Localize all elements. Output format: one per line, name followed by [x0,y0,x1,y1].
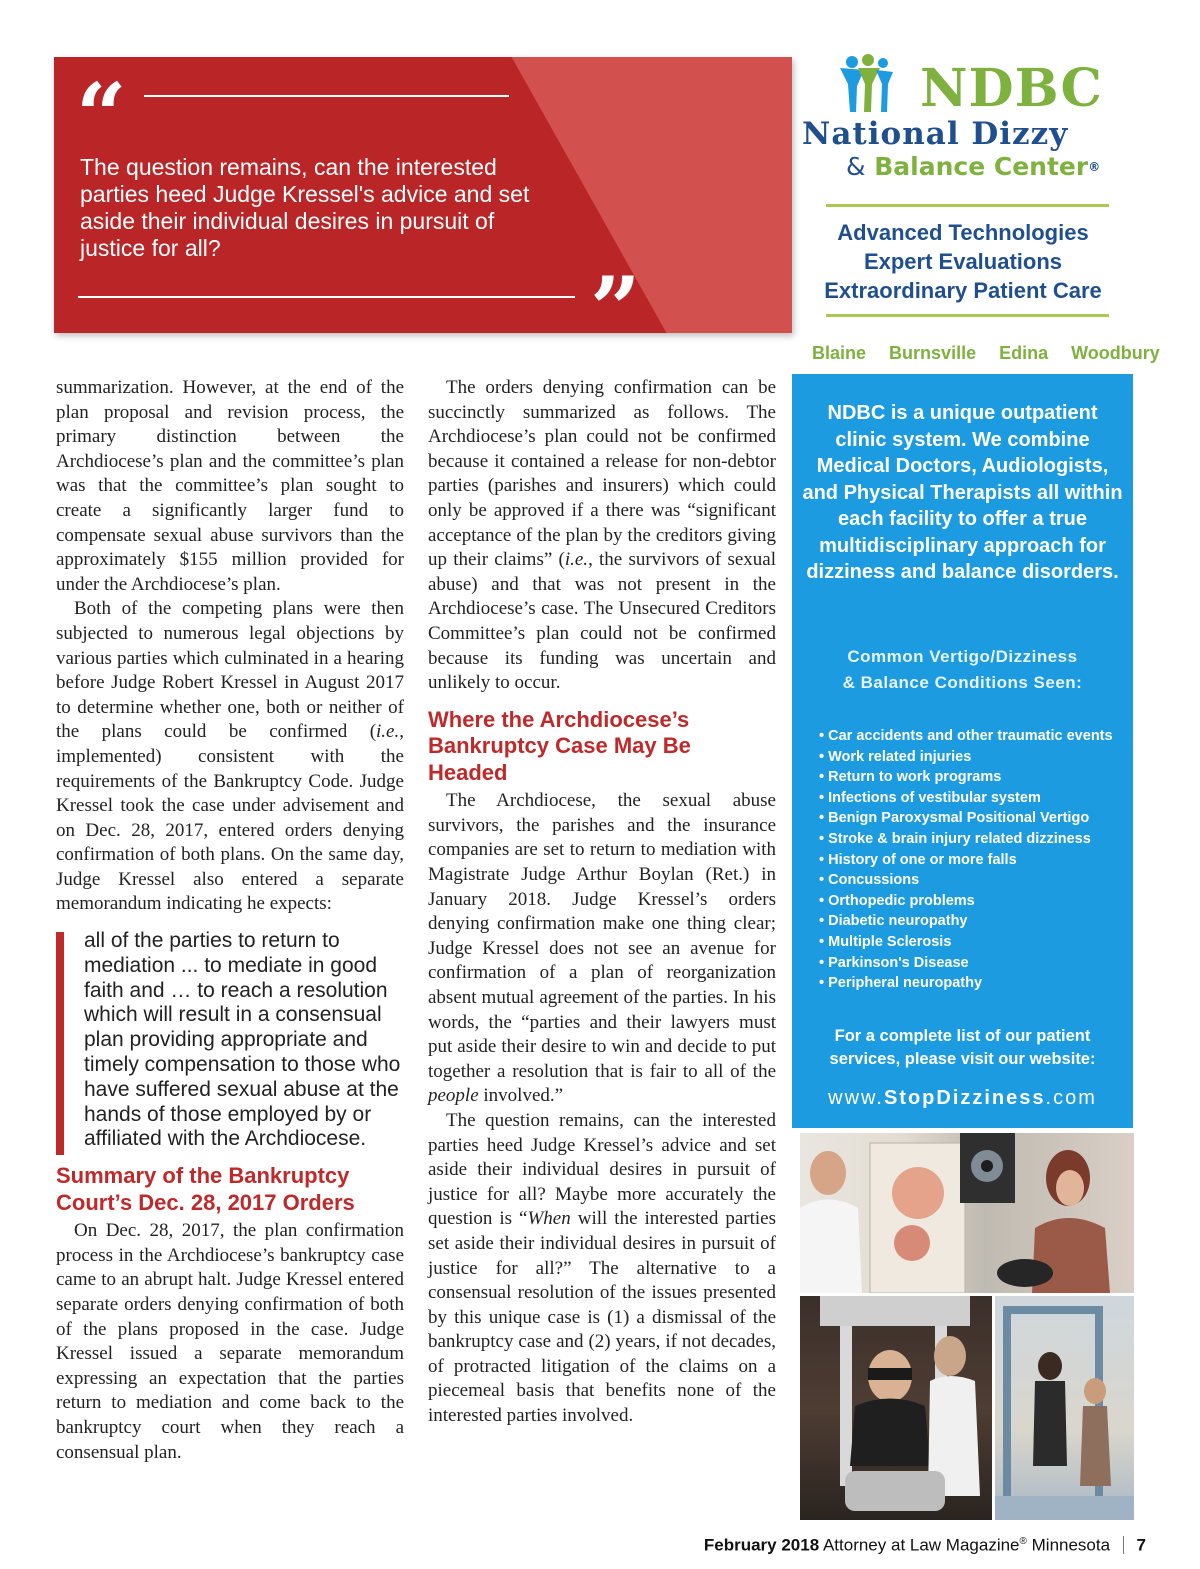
block-quote-text: all of the parties to return to mediation ... to mediate in good faith and … to reach a resolution which will result in a consensual plan providing appropriate and timely compensation to those who have suffered sexual abuse at the hands of those employed by or affiliated with the Archdiocese. [84,929,401,1151]
pull-quote [54,57,792,333]
url-main: StopDizziness [883,1087,1046,1109]
brand-name: National Dizzy [802,116,1069,152]
block-quote [56,929,404,1152]
conditions-title-line-1: Common Vertigo/Dizziness [847,647,1078,666]
photo-patient-in-rotary-chair [800,1296,992,1520]
ndbc-ad-panel [792,374,1133,1128]
photo-balance-harness-therapy [995,1296,1134,1520]
text-run: The Archdiocese, the sexual abuse survivors, the parishes and the insurance companies are set to return to mediation with Magistrate Judge Arthur Boylan (Ret.) in January 2018. Judge Kressel’s orders denying confirmation make one thing clear; Judge Kressel does not see an avenue for confirmation of a plan of reorganization absent mutual agreement of the parties. In his words, the “parties and their lawyers must put aside their desire to win and decide to put together a resolution that is fair to all of the [428,790,776,1082]
article-column-2 [428,376,776,1429]
url-prefix: www. [828,1087,884,1109]
text-run: , the survivors of sexual abuse) and that was not present in the Archdiocese’s case. The Unsecured Creditors Committee’s plan could not be confirmed because its funding was uncertain and unlikely to occur. [428,549,776,694]
locations [812,340,1178,366]
paragraph [428,1109,776,1429]
pull-quote-text: The question remains, can the interested parties heed Judge Kressel's advice and set aside their individual desires in pursuit of justice for all? [80,154,530,261]
condition-item: • Multiple Sclerosis [819,932,1129,953]
text-run: , implemented) consistent with the requirements of the Bankruptcy Code. Judge Kressel took the case under advisement and on Dec. 28, 2017, entered orders denying confirmation of both plans. On the same day, Judge Kressel also entered a separate memorandum indicating he expects: [56,721,404,915]
paragraph [428,376,776,696]
photo-doctor-with-ear-chart [800,1133,1134,1293]
paragraph: summarization. However, at the end of the plan proposal and revision process, the primary distinction between the Archdiocese’s plan and the committee’s plan was that the committee’s plan sought to create a significantly larger fund to compensate sexual abuse survivors than the approximately $155 million provided for under the Archdiocese’s plan. [56,377,404,595]
pull-quote-rule-top [144,95,509,97]
magazine-name: Attorney at Law Magazine [822,1535,1020,1555]
location-burnsville: Burnsville [889,343,977,363]
condition-item: • Car accidents and other traumatic events [819,726,1129,747]
pull-quote-rule-bottom [78,296,575,298]
people-logo-icon [838,54,894,114]
ad-intro-text: NDBC is a unique outpatient clinic system. We combine Medical Doctors, Audiologists, and Physical Therapists all within each facility to offer a true multidisciplinary approach for dizziness and balance disorders. [802,402,1123,583]
condition-item: • Benign Paroxysmal Positional Vertigo [819,808,1129,829]
ad-photo-collage [800,1133,1134,1520]
condition-item: • Concussions [819,870,1129,891]
italic-text: i.e. [376,721,400,743]
footer-divider [1123,1536,1124,1554]
registered-mark: ® [1088,160,1101,174]
ad-call-to-action: For a complete list of our patient services, please visit our website: [829,1027,1096,1068]
ndbc-ad-header [800,52,1160,370]
tagline-1: Advanced Technologies [837,220,1089,245]
website-link[interactable] [792,1083,1133,1113]
page-number: 7 [1136,1535,1146,1555]
registered-mark: ® [1019,1536,1027,1547]
photo-harness-illustration [995,1296,1134,1520]
condition-item: • Diabetic neuropathy [819,911,1129,932]
brand-subtitle-text: Balance Center [874,152,1089,181]
open-quote-mark: “ [76,63,127,167]
page-footer [704,1530,1146,1558]
condition-item: • Stroke & brain injury related dizziness [819,829,1129,850]
location-blaine: Blaine [812,343,867,363]
block-quote-bar [56,932,64,1155]
condition-item: • History of one or more falls [819,850,1129,871]
url-suffix: .com [1045,1087,1097,1109]
brand-ampersand: & [846,152,866,181]
condition-item: • Peripheral neuropathy [819,973,1129,994]
conditions-title-line-2: & Balance Conditions Seen: [842,673,1083,692]
location-woodbury: Woodbury [1071,343,1160,363]
tagline-2: Expert Evaluations [863,249,1063,274]
text-run: will the interested parties set aside their individual desires in pursuit of justice for all?” The alternative to a consensual resolution of the issues presented by this unique case is (1) a dismissal of the bankruptcy case and (2) years, if not decades, of protracted litigation of the claims on a piecemeal basis that benefits none of the interested parties involved. [428,1208,776,1427]
conditions-title [792,644,1133,696]
italic-text: people [428,1085,479,1107]
location-edina: Edina [999,343,1049,363]
text-run: Both of the competing plans were then subjected to numerous legal objections by various parties which culminated in a hearing before Judge Robert Kressel in August 2017 to determine whether one, both or neither of the plans could be confirmed ( [56,598,404,743]
italic-text: When [527,1208,571,1230]
conditions-list [819,726,1129,994]
article-column-1 [56,376,404,1465]
green-rule-top [826,204,1109,207]
green-rule-bottom [826,314,1109,317]
text-run: The orders denying confirmation can be succinctly summarized as follows. The Archdiocese’s plan could not be confirmed because it contained a release for non-debtor parties (parishes and insurers) which could only be approved if a there was “significant acceptance of the plan by the creditors giving up their claims” ( [428,377,776,571]
brand-subtitle [846,152,1100,182]
paragraph [428,789,776,1109]
brand-abbreviation: NDBC [920,58,1103,119]
edition-name: Minnesota [1031,1535,1111,1555]
paragraph: On Dec. 28, 2017, the plan confirmation process in the Archdiocese’s bankruptcy case came to an abrupt halt. Judge Kressel entered separate orders denying confirmation of both of the plans proposed in the case. Judge Kressel issued a separate memorandum expressing an expectation that the parties return to mediation and come back to the bankruptcy court when they reach a consensual plan. [56,1220,404,1463]
section-heading: Summary of the Bankruptcy Court’s Dec. 28, 2017 Orders [56,1163,355,1215]
text-run: involved.” [478,1085,564,1107]
condition-item: • Infections of vestibular system [819,788,1129,809]
paragraph [56,597,404,917]
italic-text: i.e. [564,549,589,571]
tagline-3: Extraordinary Patient Care [824,278,1102,303]
close-quote-mark: ” [590,257,641,333]
section-heading: Where the Archdiocese’s Bankruptcy Case May Be Headed [428,706,691,785]
condition-item: • Parkinson's Disease [819,953,1129,974]
photo-patient-illustration [800,1296,992,1520]
condition-item: • Orthopedic problems [819,891,1129,912]
condition-item: • Return to work programs [819,767,1129,788]
photo-doctor-illustration [800,1133,1134,1293]
text-run: The question remains, can the interested parties heed Judge Kressel’s advice and set aside their individual desires in pursuit of justice for all? Maybe more accurately the question is “ [428,1109,776,1230]
issue-date: February 2018 [703,1535,820,1555]
condition-item: • Work related injuries [819,747,1129,768]
